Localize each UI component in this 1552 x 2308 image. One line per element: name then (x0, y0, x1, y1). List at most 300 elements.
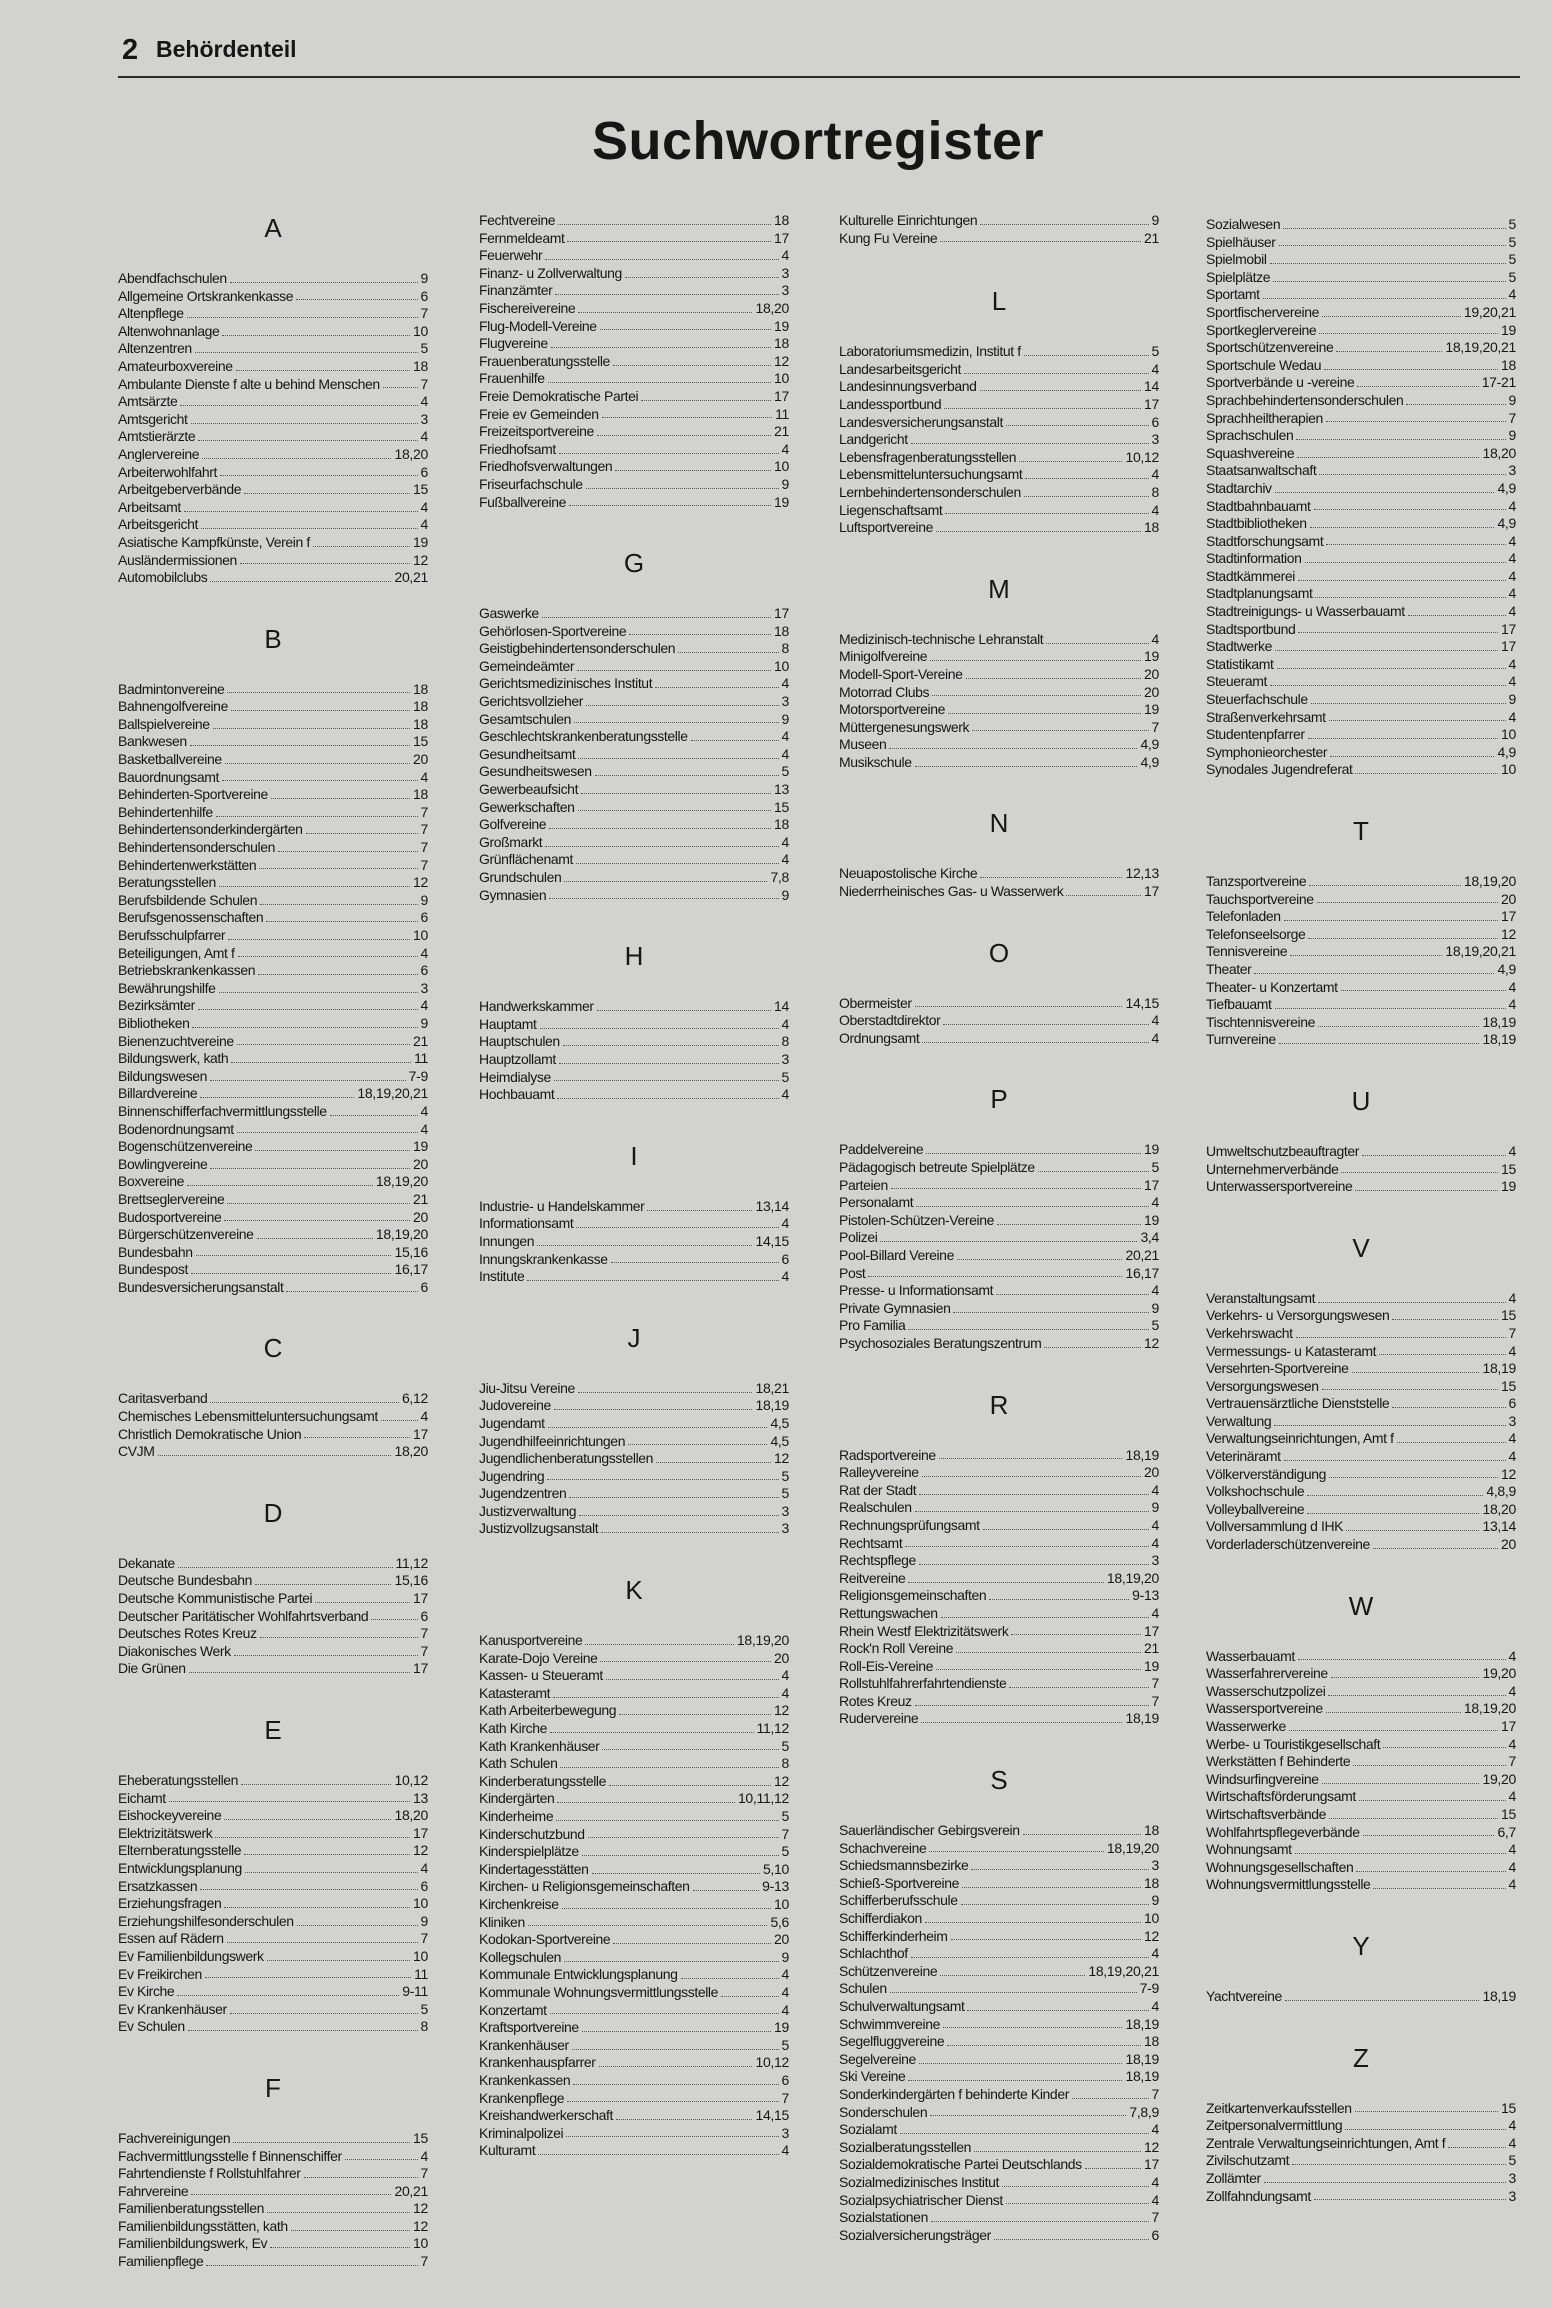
leader-dots (184, 502, 418, 512)
entry-term: Allgemeine Ortskrankenkasse (118, 287, 294, 304)
entry-term: Judovereine (479, 1397, 551, 1414)
leader-dots (1270, 254, 1506, 264)
leader-dots (647, 1201, 752, 1211)
leader-dots (266, 912, 417, 922)
entry-term: Kath Kirche (479, 1720, 547, 1737)
leader-dots (1264, 2173, 1506, 2183)
entry-term: Friseurfachschule (479, 475, 583, 492)
entry-page: 9 (420, 270, 428, 286)
index-entry (118, 446, 428, 464)
entry-page: 14 (1144, 378, 1159, 395)
leader-dots (1289, 1721, 1498, 1731)
entry-term: Bogenschützenvereine (118, 1138, 253, 1155)
leader-dots (889, 739, 1137, 749)
index-section-f (118, 2074, 428, 2271)
entry-page: 7 (420, 856, 428, 873)
leader-dots (940, 1966, 1085, 1976)
index-entry (479, 887, 789, 905)
leader-dots (613, 1934, 771, 1944)
entry-term: Zentrale Verwaltungseinrichtungen, Amt f (1206, 2134, 1446, 2151)
entry-term: Pädagogisch betreute Spielplätze (839, 1159, 1035, 1176)
leader-dots (655, 678, 778, 688)
leader-dots (1024, 487, 1149, 497)
entry-page: 4 (781, 675, 789, 692)
leader-dots (267, 1951, 410, 1961)
entry-page: 6 (1151, 413, 1159, 430)
entry-term: Sozialpsychiatrischer Dienst (839, 2191, 1003, 2208)
leader-dots (600, 1652, 771, 1662)
entry-term: Arbeiterwohlfahrt (118, 463, 218, 480)
entry-term: Rat der Stadt (839, 1481, 917, 1498)
entry-term: Kliniken (479, 1913, 525, 1930)
entry-term: Statistikamt (1206, 655, 1274, 672)
entry-page: 4 (1508, 2134, 1516, 2151)
entry-term: Landesversicherungsanstalt (839, 413, 1003, 430)
entry-term: Flug-Modell-Vereine (479, 317, 597, 334)
leader-dots (1309, 876, 1461, 886)
leader-dots (234, 1646, 418, 1656)
entry-term: Vertrauensärztliche Dienststelle (1206, 1395, 1390, 1412)
entry-page: 15 (413, 733, 428, 750)
entry-page: 4 (420, 1859, 428, 1876)
entry-page: 4 (1508, 1342, 1516, 1359)
index-entry (479, 1233, 789, 1251)
entry-term: Familienpflege (118, 2253, 204, 2270)
leader-dots (1355, 1181, 1498, 1191)
index-entry (118, 1015, 428, 1033)
leader-dots (1038, 1162, 1149, 1172)
index-entry (1206, 251, 1516, 269)
entry-term: Rotes Kreuz (839, 1692, 912, 1709)
entry-term: Betriebskrankenkassen (118, 962, 256, 979)
entry-page: 19 (1144, 701, 1159, 718)
entry-term: Beratungsstellen (118, 874, 216, 891)
entry-term: Volleyballvereine (1206, 1500, 1305, 1517)
leader-dots (1352, 1363, 1480, 1373)
entry-term: Hochbauamt (479, 1086, 555, 1103)
entry-page: 4 (420, 944, 428, 961)
entry-term: Vollversammlung d IHK (1206, 1518, 1344, 1535)
index-entry (1206, 1378, 1516, 1396)
entry-page: 4 (1508, 550, 1516, 567)
index-entry (839, 2174, 1159, 2192)
entry-page: 12 (774, 1450, 789, 1467)
index-entry (1206, 2100, 1516, 2118)
index-entry (479, 1503, 789, 1521)
entry-term: Amtstierärzte (118, 428, 196, 445)
leader-dots (224, 1211, 410, 1221)
entry-term: Kinderberatungsstelle (479, 1772, 607, 1789)
leader-dots (601, 1523, 778, 1533)
entry-term: Wasserschutzpolizei (1206, 1682, 1326, 1699)
leader-dots (891, 1179, 1141, 1189)
leader-dots (187, 1176, 373, 1186)
leader-dots (1330, 747, 1494, 757)
section-letter: S (990, 1765, 1008, 1796)
entry-term: Krankenhäuser (479, 2036, 569, 2053)
leader-dots (936, 1660, 1141, 1670)
entry-page: 4 (420, 393, 428, 410)
leader-dots (230, 273, 418, 283)
entry-page: 12 (1501, 1465, 1516, 1482)
entry-page: 8 (781, 1755, 789, 1772)
entry-term: Schiedsmannsbezirke (839, 1857, 969, 1874)
leader-dots (962, 1878, 1141, 1888)
leader-dots (1331, 1668, 1480, 1678)
index-entry (839, 883, 1159, 901)
index-entry (839, 1317, 1159, 1335)
index-entry (118, 569, 428, 587)
entry-page: 14,15 (755, 2107, 789, 2124)
entry-page: 4 (781, 833, 789, 850)
leader-dots (1277, 659, 1506, 669)
leader-dots (953, 1303, 1148, 1313)
entry-term: Laboratoriumsmedizin, Institut f (839, 343, 1021, 360)
entry-page: 4 (781, 1015, 789, 1032)
entry-page: 7 (420, 305, 428, 322)
entry-term: Schützenvereine (839, 1962, 938, 1979)
entry-term: Parteien (839, 1176, 888, 1193)
leader-dots (964, 364, 1149, 374)
index-entry (1206, 1536, 1516, 1554)
index-section-y (1206, 1932, 1516, 2006)
leader-dots (945, 504, 1148, 514)
entry-term: Friedhofsverwaltungen (479, 458, 613, 475)
entry-page: 18 (413, 715, 428, 732)
entry-page: 12 (413, 874, 428, 891)
index-entry (118, 1209, 428, 1227)
index-entry (118, 1966, 428, 1984)
entry-page: 12,13 (1125, 865, 1159, 882)
leader-dots (542, 608, 771, 618)
index-entry (479, 247, 789, 265)
page-title (0, 110, 1552, 172)
entry-term: Anglervereine (118, 445, 200, 462)
entry-page: 7 (1508, 1324, 1516, 1341)
index-entry (118, 839, 428, 857)
entry-page: 17 (774, 229, 789, 246)
entry-term: Zollfahndungsamt (1206, 2187, 1311, 2204)
entry-page: 17 (413, 1590, 428, 1607)
entry-term: Minigolfvereine (839, 648, 928, 665)
index-entry (118, 1842, 428, 1860)
index-entry (479, 1984, 789, 2002)
leader-dots (200, 1880, 417, 1890)
leader-dots (916, 1197, 1148, 1207)
entry-term: Informationsamt (479, 1215, 574, 1232)
entry-page: 19 (413, 1138, 428, 1155)
leader-dots (868, 1267, 1122, 1277)
entry-page: 9 (781, 1948, 789, 1965)
leader-dots (1025, 469, 1148, 479)
entry-page: 18,20 (394, 1443, 428, 1460)
entry-page: 21 (1144, 1640, 1159, 1657)
entry-page: 4 (1151, 1998, 1159, 2014)
entry-term: Bewährungshilfe (118, 979, 216, 996)
entry-term: Basketballvereine (118, 751, 222, 768)
entry-page: 18,19 (1125, 2015, 1159, 2032)
entry-page: 17 (1501, 638, 1516, 655)
leader-dots (1356, 1862, 1505, 1872)
entry-page: 17 (1144, 395, 1159, 412)
index-entry (1206, 374, 1516, 392)
leader-dots (1314, 500, 1506, 510)
index-entry (479, 441, 789, 459)
entry-term: Lebensfragenberatungsstellen (839, 448, 1017, 465)
index-entry (1206, 744, 1516, 762)
leader-dots (629, 625, 771, 635)
entry-term: Zollämter (1206, 2169, 1261, 2186)
entry-term: Ambulante Dienste f alte u behind Menschen (118, 375, 380, 392)
leader-dots (1318, 1293, 1505, 1303)
entry-term: Bibliotheken (118, 1014, 190, 1031)
index-entry (1206, 1771, 1516, 1789)
index-entry (118, 1408, 428, 1426)
entry-page: 20 (1144, 683, 1159, 700)
entry-page: 4,9 (1140, 753, 1159, 770)
index-section-v (1206, 1234, 1516, 1554)
index-entry (839, 1030, 1159, 1048)
leader-dots (1298, 623, 1498, 633)
leader-dots (557, 1089, 778, 1099)
entry-term: Sozialberatungsstellen (839, 2138, 972, 2155)
entry-term: Familienbildungsstätten, kath (118, 2217, 288, 2234)
entry-page: 18 (1144, 1822, 1159, 1839)
index-entry (839, 1693, 1159, 1711)
entry-page: 5 (420, 340, 428, 357)
entry-page: 6 (781, 2071, 789, 2088)
entry-page: 7 (1508, 1753, 1516, 1770)
index-entry (839, 431, 1159, 449)
section-letter: N (989, 808, 1009, 839)
entry-term: Versehrten-Sportvereine (1206, 1360, 1349, 1377)
leader-dots (908, 1573, 1103, 1583)
leader-dots (1408, 606, 1506, 616)
leader-dots (550, 1723, 754, 1733)
index-entry (839, 684, 1159, 702)
index-entry (479, 1667, 789, 1685)
entry-page: 5 (781, 1467, 789, 1484)
entry-page: 15 (1501, 1307, 1516, 1324)
index-entry (118, 2253, 428, 2271)
section-letter: M (988, 573, 1010, 604)
index-entry (1206, 2188, 1516, 2206)
entry-term: Binnenschifferfachvermittlungsstelle (118, 1102, 327, 1119)
leader-dots (678, 643, 778, 653)
entry-page: 6 (420, 1278, 428, 1295)
leader-dots (545, 250, 778, 260)
leader-dots (971, 1860, 1148, 1870)
entry-page: 7 (420, 821, 428, 838)
leader-dots (548, 373, 771, 383)
index-entry (839, 719, 1159, 737)
index-section-j (479, 1324, 789, 1538)
leader-dots (911, 1948, 1149, 1958)
leader-dots (191, 2185, 391, 2195)
entry-term: Völkerverständigung (1206, 1465, 1327, 1482)
index-entry (479, 212, 789, 230)
entry-term: Ev Schulen (118, 2018, 185, 2035)
entry-page: 18,19,20,21 (1445, 339, 1516, 356)
leader-dots (915, 1696, 1149, 1706)
entry-term: Telefonseelsorge (1206, 925, 1306, 942)
index-entry (479, 851, 789, 869)
entry-page: 4 (1508, 1430, 1516, 1447)
entry-term: Bauordnungsamt (118, 768, 220, 785)
index-entry (1206, 1718, 1516, 1736)
entry-term: Freie ev Gemeinden (479, 405, 599, 422)
entry-page: 4 (1508, 603, 1516, 620)
leader-dots (972, 721, 1148, 731)
leader-dots (1329, 1809, 1498, 1819)
leader-dots (586, 696, 778, 706)
leader-dots (926, 1144, 1141, 1154)
entry-page: 5 (1151, 343, 1159, 360)
leader-dots (944, 399, 1141, 409)
entry-term: Stadtbibliotheken (1206, 515, 1307, 532)
leader-dots (1263, 289, 1506, 299)
entry-page: 4 (1508, 1647, 1516, 1664)
leader-dots (238, 947, 418, 957)
entry-term: Katasteramt (479, 1684, 551, 1701)
index-entry (118, 804, 428, 822)
entry-page: 3 (1151, 1552, 1159, 1569)
leader-dots (1305, 553, 1506, 563)
index-entry (839, 1194, 1159, 1212)
entry-term: Rock'n Roll Vereine (839, 1640, 954, 1657)
index-entry (118, 716, 428, 734)
entry-term: Sauerländischer Gebirgsverein (839, 1822, 1020, 1839)
index-entry (839, 378, 1159, 396)
entry-page: 14,15 (1125, 994, 1159, 1011)
index-entry (118, 681, 428, 699)
index-entry (118, 2235, 428, 2253)
leader-dots (1329, 711, 1506, 721)
leader-dots (908, 1320, 1148, 1330)
index-entry (1206, 357, 1516, 375)
index-entry (839, 1892, 1159, 1910)
leader-dots (260, 1628, 418, 1638)
leader-dots (905, 1537, 1148, 1547)
index-entry (479, 1468, 789, 1486)
entry-term: Altenzentren (118, 340, 192, 357)
index-entry (118, 1790, 428, 1808)
leader-dots (957, 1250, 1122, 1260)
index-entry (1206, 603, 1516, 621)
entry-page: 5 (781, 1068, 789, 1085)
leader-dots (270, 2238, 410, 2248)
entry-page: 7 (420, 803, 428, 820)
entry-page: 10,12 (1125, 448, 1159, 465)
entry-page: 4 (781, 728, 789, 745)
entry-term: Amtsärzte (118, 393, 178, 410)
index-entry (839, 2209, 1159, 2227)
entry-page: 18 (1501, 356, 1516, 373)
entry-term: Kinderschutzbund (479, 1825, 585, 1842)
entry-term: Kommunale Wohnungsvermittlungsstelle (479, 1983, 719, 2000)
index-entry (839, 1552, 1159, 1570)
index-column-1 (118, 202, 428, 2271)
index-entry (479, 1861, 789, 1879)
leader-dots (554, 1071, 779, 1081)
index-entry (839, 1212, 1159, 1230)
index-entry (479, 2107, 789, 2125)
entry-term: Verwaltung (1206, 1412, 1272, 1429)
leader-dots (1296, 1328, 1506, 1338)
entry-term: Elternberatungsstelle (118, 1842, 242, 1859)
leader-dots (564, 872, 767, 882)
entry-page: 9-11 (402, 1983, 428, 2000)
leader-dots (989, 1590, 1129, 1600)
entry-page: 4 (1508, 1448, 1516, 1465)
entry-term: Kindertagesstätten (479, 1860, 589, 1877)
entry-term: Landesinnungsverband (839, 378, 977, 395)
index-entry (1206, 445, 1516, 463)
entry-page: 15 (1501, 2099, 1516, 2116)
entry-term: Polizei (839, 1229, 878, 1246)
index-entry (118, 1050, 428, 1068)
entry-term: Kulturelle Einrichtungen (839, 212, 978, 228)
entry-page: 19 (774, 2019, 789, 2036)
index-entry (479, 476, 789, 494)
index-entry (479, 1949, 789, 1967)
leader-dots (304, 1428, 410, 1438)
index-section-p (839, 1085, 1159, 1352)
entry-page: 4,5 (770, 1414, 789, 1431)
entry-term: Sportverbände u -vereine (1206, 374, 1355, 391)
entry-term: Bodenordnungsamt (118, 1120, 234, 1137)
leader-dots (628, 1435, 767, 1445)
entry-page: 4 (1151, 1481, 1159, 1498)
entry-page: 20,21 (394, 569, 428, 586)
entry-page: 4 (1508, 1289, 1516, 1306)
leader-dots (1274, 1416, 1505, 1426)
entry-page: 4 (420, 498, 428, 515)
index-entry (1206, 1988, 1516, 2006)
entry-page: 6 (420, 1877, 428, 1894)
index-entry (839, 230, 1159, 248)
entry-term: Finanzämter (479, 282, 553, 299)
leader-dots (551, 338, 771, 348)
entry-page: 4 (1151, 1282, 1159, 1299)
entry-term: Musikschule (839, 753, 912, 770)
entry-page: 5 (781, 1843, 789, 1860)
index-entry (118, 552, 428, 570)
entry-page: 18,20 (1482, 1500, 1516, 1517)
leader-dots (286, 1282, 417, 1292)
entry-term: Grünflächenamt (479, 851, 574, 868)
leader-dots (1006, 2194, 1149, 2204)
index-entry (479, 1738, 789, 1756)
index-entry (1206, 1031, 1516, 1049)
index-entry (479, 2037, 789, 2055)
leader-dots (1336, 342, 1442, 352)
entry-term: Gesamtschulen (479, 710, 572, 727)
leader-dots (625, 268, 779, 278)
entry-page: 3 (1151, 431, 1159, 448)
index-entry (479, 763, 789, 781)
entry-page: 17 (774, 387, 789, 404)
leader-dots (220, 466, 417, 476)
leader-dots (576, 1218, 778, 1228)
section-letter: A (264, 213, 282, 243)
entry-term: Diakonisches Werk (118, 1642, 231, 1659)
index-entry (1206, 1483, 1516, 1501)
entry-page: 5 (781, 2036, 789, 2053)
index-section-continued (479, 212, 789, 511)
entry-term: Amateurboxvereine (118, 357, 233, 374)
entry-page: 18 (413, 786, 428, 803)
